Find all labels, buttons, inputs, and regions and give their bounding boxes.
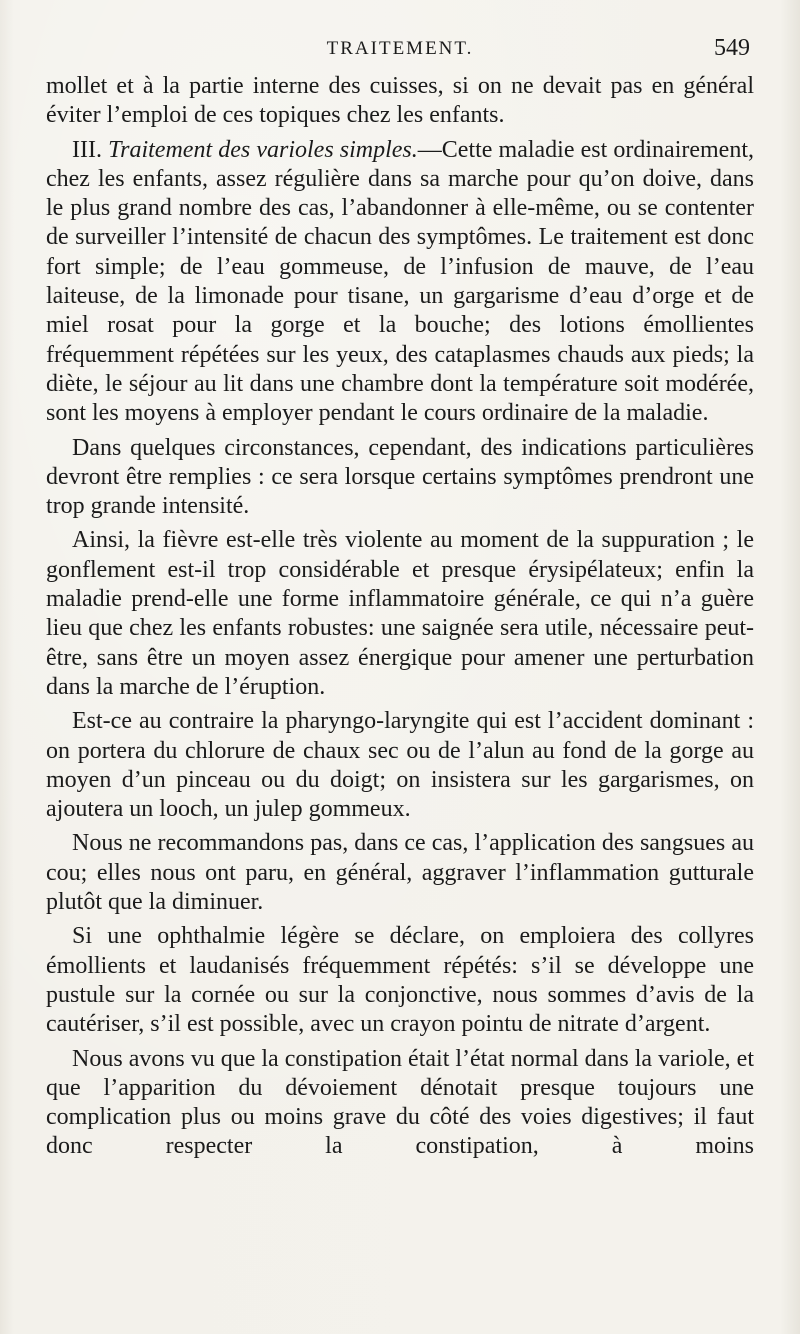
paragraph (46, 922, 754, 1039)
paragraph-text: —Cette maladie est ordinairement, chez les enfants, assez régulière dans sa marche pour qu’on doive, dans le plus grand nombre des cas, l’abandonner à elle-même, ou se contenter de surveiller l’intensité de chacun des symptômes. Le traitement est donc fort simple; de l’eau gommeuse, de l’infusion de mauve, de l’eau laiteuse, de la limonade pour tisane, un gargarisme d’eau d’orge et de miel rosat pour la gorge et la bouche; des lotions émollientes fréquemment répétées sur les yeux, des cataplasmes chauds aux pieds; la diète, le séjour au lit dans une chambre dont la température soit modérée, sont les moyens à employer pendant le cours ordinaire de la maladie. (46, 136, 755, 427)
paragraph (46, 434, 754, 522)
running-head (46, 34, 754, 68)
paragraph-text: Nous ne recommandons pas, dans ce cas, l’application des sangsues au cou; elles nous ont paru, en général, aggraver l’inflammation gutturale plutôt que la diminuer. (46, 830, 754, 916)
section-number: III. (72, 136, 102, 163)
paragraph (46, 707, 754, 824)
paragraph (46, 829, 754, 917)
paragraph-section-iii (46, 136, 754, 429)
paragraph (46, 1045, 754, 1162)
paragraph-text: mollet et à la partie interne des cuisses, si on ne devait pas en général éviter l’emploi de ces topiques chez les enfants. (46, 73, 754, 129)
page-number: 549 (714, 35, 750, 61)
paragraph-text: Dans quelques circonstances, cependant, des indications particulières devront être remplies : ce sera lorsque certains symptômes prendront une trop grande intensité. (46, 434, 754, 520)
paragraph-continuation (46, 72, 754, 131)
section-title: Traitement des varioles simples. (108, 136, 418, 163)
paragraph-text: Ainsi, la fièvre est-elle très violente au moment de la suppuration ; le gonflement est-il trop considérable et presque érysipélateux; enfin la maladie prend-elle une forme inflammatoire générale, ce qui n’a guère lieu que chez les enfants robustes: une saignée sera utile, nécessaire peut-être, sans être un moyen assez énergique pour amener une perturbation dans la marche de l’éruption. (46, 527, 754, 700)
body-text (46, 72, 754, 1167)
paragraph-text: Nous avons vu que la constipation était l’état normal dans la variole, et que l’apparition du dévoiement dénotait presque toujours une complication plus ou moins grave du côté des voies digestives; il faut donc respecter la constipation, à moins (46, 1045, 754, 1160)
paragraph-text: Est-ce au contraire la pharyngo-laryngite qui est l’accident dominant : on portera du chlorure de chaux sec ou de l’alun au fond de la gorge au moyen d’un pinceau ou du doigt; on insistera sur les gargarismes, on ajoutera un looch, un julep gommeux. (46, 708, 754, 823)
paragraph (46, 526, 754, 702)
paragraph-text: Si une ophthalmie légère se déclare, on emploiera des collyres émollients et laudanisés fréquemment répétés: s’il se développe une pustule sur la cornée ou sur la conjonctive, nous sommes d’avis de la cautériser, s’il est possible, avec un crayon pointu de nitrate d’argent. (46, 923, 754, 1038)
running-title: TRAITEMENT. (326, 38, 474, 59)
